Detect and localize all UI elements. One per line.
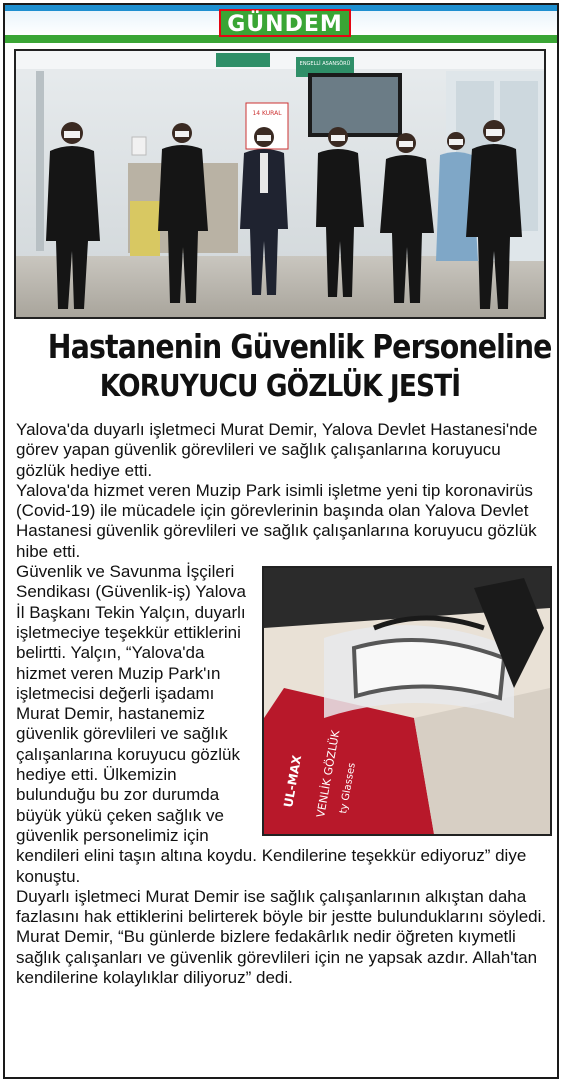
article-paragraph-1: Yalova'da duyarlı işletmeci Murat Demir, Yalova Devlet Hastanesi'nde görev yapan güvenlik görevlileri ve sağlık çalışanlarına koruyucu gözlük hediye etti. bbox=[16, 420, 538, 480]
inset-photo bbox=[262, 566, 552, 836]
box-brand-text: UL-MAX bbox=[281, 754, 305, 809]
article-body bbox=[16, 420, 550, 988]
article-paragraph-2: Yalova'da hizmet veren Muzip Park isimli işletme yeni tip koronavirüs (Covid-19) ile mücadele için görevlerinin başında olan Yalova Devlet Hastanesi güvenlik görevlileri ve sağlık çalışanlarına koruyucu gözlük hibe etti. bbox=[16, 480, 537, 561]
poster-text: 14 KURAL bbox=[252, 110, 282, 117]
safety-glasses-photo bbox=[264, 568, 550, 834]
box-label-text: VENLİK GÖZLÜK bbox=[314, 729, 343, 819]
article-paragraph-3: Güvenlik ve Savunma İşçileri Sendikası (Güvenlik-iş) Yalova İl Başkanı Tekin Yalçın, duyarlı işletmeciye teşekkür ettiklerini belirtti. Yalçın, “Yalova'da hizmet veren Muzip Park'ın işletmecisi değerli işadamı Murat Demir, hastanemiz güvenlik görevlileri ve sağlık çalışanlarına koruyucu gözlük hediye etti. Ülkemizin bulunduğu bu zor durumda büyük yükü çeken sağlık ve güvenlik personelimiz için kendileri elini taşın altına koydu. Kendilerine teşekkür ediyoruz” diye konuştu. bbox=[16, 562, 527, 886]
section-banner bbox=[5, 5, 557, 43]
headline-line-1: Hastanenin Güvenlik Personeline bbox=[47, 327, 552, 366]
headline bbox=[10, 328, 550, 406]
article-paragraph-4: Duyarlı işletmeci Murat Demir ise sağlık çalışanlarının alkıştan daha fazlasını hak ettiklerini belirterek böyle bir jestte bulunduklarını söyledi. Murat Demir, “Bu günlerde bizlere fedakârlık nedir öğreten kıymetli sağlık çalışanları ve güvenlik görevlileri için ne yapsak azdır. Allah'tan kendilerine kolaylıklar diliyoruz” dedi. bbox=[16, 886, 547, 988]
main-photo bbox=[14, 49, 546, 319]
box-subtitle-text: ty Glasses bbox=[338, 762, 358, 815]
headline-line-2: KORUYUCU GÖZLÜK JESTİ bbox=[99, 369, 461, 404]
section-label: GÜNDEM bbox=[219, 9, 351, 37]
hospital-group-photo bbox=[16, 51, 544, 317]
exit-sign-text: ENGELLİ ASANSÖRÜ bbox=[299, 61, 351, 67]
